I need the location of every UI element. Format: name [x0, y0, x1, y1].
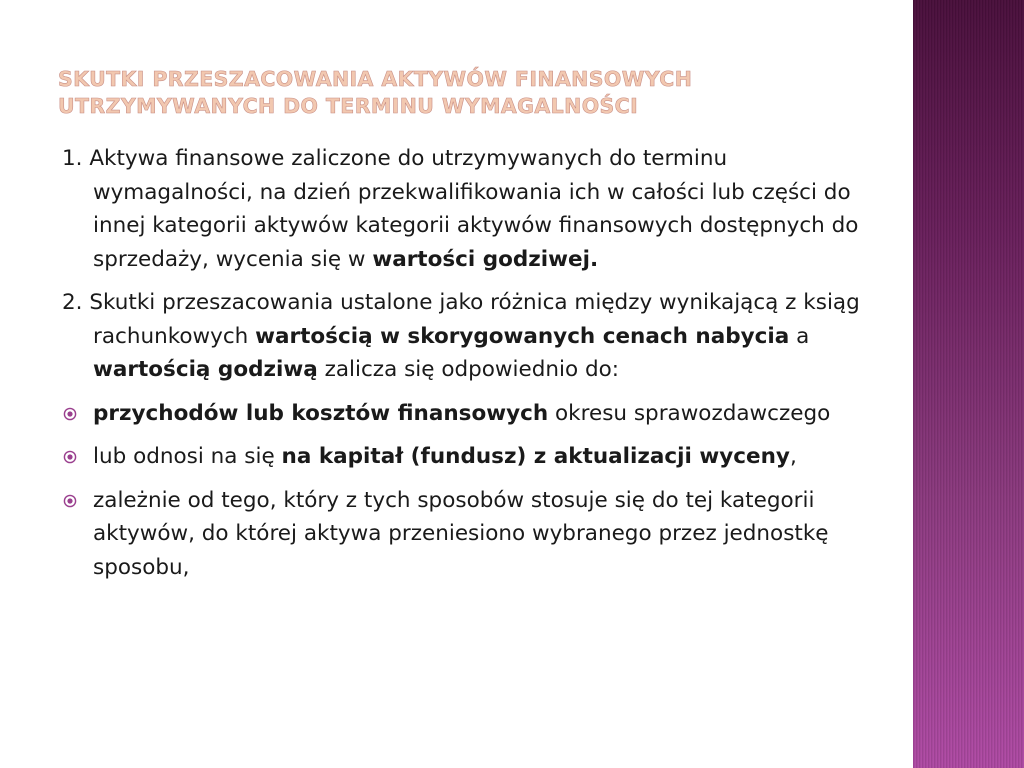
bullet-item-1	[62, 397, 862, 431]
bullet-item-3	[62, 484, 862, 585]
bullet-1-bold: przychodów lub kosztów finansowych	[93, 400, 549, 426]
decorative-side-bar	[913, 0, 1024, 768]
paragraph-2-bold-a: wartością w skorygowanych cenach nabycia	[255, 323, 790, 349]
circled-dot-bullet-icon	[63, 407, 77, 421]
paragraph-2-text-c: zalicza się odpowiednio do:	[317, 357, 619, 382]
slide-title	[58, 66, 878, 120]
title-line-1: SKUTKI PRZESZACOWANIA AKTYWÓW FINANSOWYCH	[58, 67, 693, 91]
circled-dot-bullet-icon	[63, 450, 77, 464]
circled-dot-bullet-icon	[63, 494, 77, 508]
title-line-2: UTRZYMYWANYCH DO TERMINU WYMAGALNOŚCI	[58, 94, 639, 118]
bullet-2-text-pre: lub odnosi na się	[93, 444, 282, 469]
paragraph-2-bold-b: wartością godziwą	[93, 357, 318, 382]
paragraph-2-text-a: 2. Skutki przeszacowania ustalone jako różnica między wynikającą z ksiąg rachunkowych	[62, 290, 860, 349]
bullet-1-text: okresu sprawozdawczego	[548, 400, 831, 426]
slide-body	[62, 142, 862, 594]
side-bar-texture	[913, 0, 1024, 768]
paragraph-1-text: 1. Aktywa finansowe zaliczone do utrzymywanych do terminu wymagalności, na dzień przekwalifikowania ich w całości lub części do innej kategorii aktywów kategorii aktywów finansowych dostępnych do sprzedaży, wycenia się w	[62, 146, 859, 272]
paragraph-2-text-b: a	[789, 323, 810, 349]
bullet-2-bold: na kapitał (fundusz) z aktualizacji wyceny	[281, 444, 790, 469]
bullet-item-2	[62, 440, 862, 474]
bullet-2-text-post: ,	[789, 444, 797, 469]
paragraph-1	[62, 142, 862, 276]
paragraph-1-bold: wartości godziwej.	[372, 246, 599, 272]
bullet-3-text: zależnie od tego, który z tych sposobów stosuje się do tej kategorii aktywów, do której aktywa przeniesiono wybranego przez jednostkę sposobu,	[93, 487, 829, 580]
paragraph-2	[62, 286, 862, 387]
